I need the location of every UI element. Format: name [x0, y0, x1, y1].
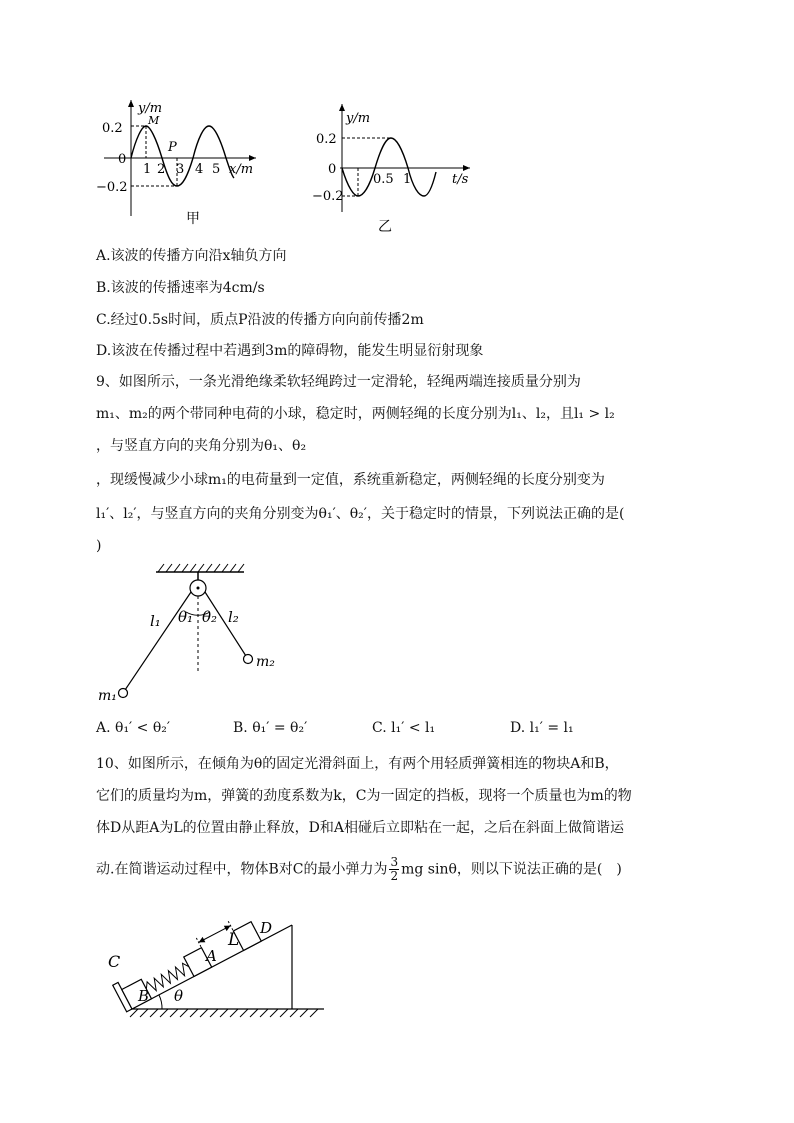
q9-stem-line: ，与竖直方向的夹角分别为θ₁、θ₂	[96, 438, 307, 454]
x-tick: 4	[195, 162, 204, 177]
q8-option-a: A.该波的传播方向沿x轴负方向	[96, 248, 287, 264]
y-axis-label: y/m	[346, 111, 371, 126]
q9-stem-line: m₁、m₂的两个带同种电荷的小球，稳定时，两侧轻绳的长度分别为l₁、l₂，且l₁ > l₂	[96, 406, 615, 422]
q8-option-d: D.该波在传播过程中若遇到3m的障碍物，能发生明显衍射现象	[96, 343, 484, 359]
tick-origin: 0	[118, 152, 127, 167]
q8-option-c: C.经过0.5s时间，质点P沿波的传播方向向前传播2m	[96, 312, 424, 328]
x-tick: 1	[143, 162, 152, 177]
fraction-numerator: 3	[390, 855, 399, 869]
label-C: C	[108, 952, 121, 971]
x-axis-label: t/s	[452, 172, 469, 187]
x-tick: 5	[212, 162, 221, 177]
figure-caption: 乙	[378, 219, 392, 235]
q10-stem-line: 体D从距A为L的位置由静止释放，D和A相碰后立即粘在一起，之后在斜面上做简谐运	[96, 820, 624, 836]
q9-stem-line: l₁′、l₂′，与竖直方向的夹角分别变为θ₁′、θ₂′，关于稳定时的情景，下列说法正确的是(	[96, 506, 625, 522]
point-m-label: M	[148, 114, 160, 127]
tick-neg-0.2: −0.2	[96, 180, 128, 195]
q10-stem-line-4	[96, 856, 622, 883]
label-theta: θ	[174, 987, 184, 1005]
q9-option-c: C. l₁′ < l₁	[372, 720, 436, 736]
label-l1: l₁	[150, 612, 161, 630]
label-theta1: θ₁	[178, 608, 194, 626]
tick-neg-0.2: −0.2	[312, 189, 344, 204]
q9-stem-line: ，现缓慢减少小球m₁的电荷量到一定值，系统重新稳定，两侧轻绳的长度分别变为	[96, 472, 605, 488]
label-theta2: θ₂	[202, 608, 218, 626]
q8-option-b: B.该波的传播速率为4cm/s	[96, 280, 265, 296]
q10-stem-text: 动.在简谐运动过程中，物体B对C的最小弹力为	[96, 861, 388, 878]
label-l2: l₂	[228, 608, 239, 626]
vibration-graph-yi	[310, 100, 480, 235]
incline-diagram	[100, 895, 330, 1030]
label-D: D	[260, 919, 273, 937]
label-A: A	[206, 947, 217, 965]
figure-caption: 甲	[186, 211, 200, 227]
tick-origin: 0	[328, 162, 337, 177]
point-p-label: P	[168, 140, 177, 155]
q10-stem-line: 它们的质量均为m，弹簧的劲度系数为k，C为一固定的挡板，现将一个质量也为m的物	[96, 788, 632, 804]
q9-stem-line: 9、如图所示，一条光滑绝缘柔软轻绳跨过一定滑轮，轻绳两端连接质量分别为	[96, 374, 581, 390]
x-axis-label: x/m	[229, 162, 254, 177]
x-tick: 3	[176, 162, 185, 177]
label-m1: m₁	[98, 688, 117, 704]
pulley-diagram	[94, 560, 294, 710]
x-tick: 0.5	[373, 172, 394, 187]
x-tick: 2	[157, 162, 166, 177]
q9-stem-line: )	[96, 538, 102, 554]
tick-0.2: 0.2	[316, 132, 337, 147]
q9-option-d: D. l₁′ = l₁	[510, 720, 574, 736]
label-L: L	[228, 930, 240, 950]
fraction	[389, 856, 399, 883]
label-B: B	[138, 987, 150, 1005]
q10-stem-line: 10、如图所示，在倾角为θ的固定光滑斜面上，有两个用轻质弹簧相连的物块A和B，	[96, 756, 619, 772]
label-m2: m₂	[256, 654, 275, 670]
x-tick: 1	[403, 172, 412, 187]
tick-0.2: 0.2	[102, 121, 123, 136]
y-axis-label: y/m	[138, 101, 163, 116]
wave-graph-jia	[96, 96, 266, 231]
q9-option-a: A. θ₁′ < θ₂′	[96, 720, 171, 736]
q10-stem-text: mg sinθ，则以下说法正确的是( )	[401, 861, 622, 878]
q9-option-b: B. θ₁′ = θ₂′	[233, 720, 308, 736]
fraction-denominator: 2	[390, 869, 399, 883]
